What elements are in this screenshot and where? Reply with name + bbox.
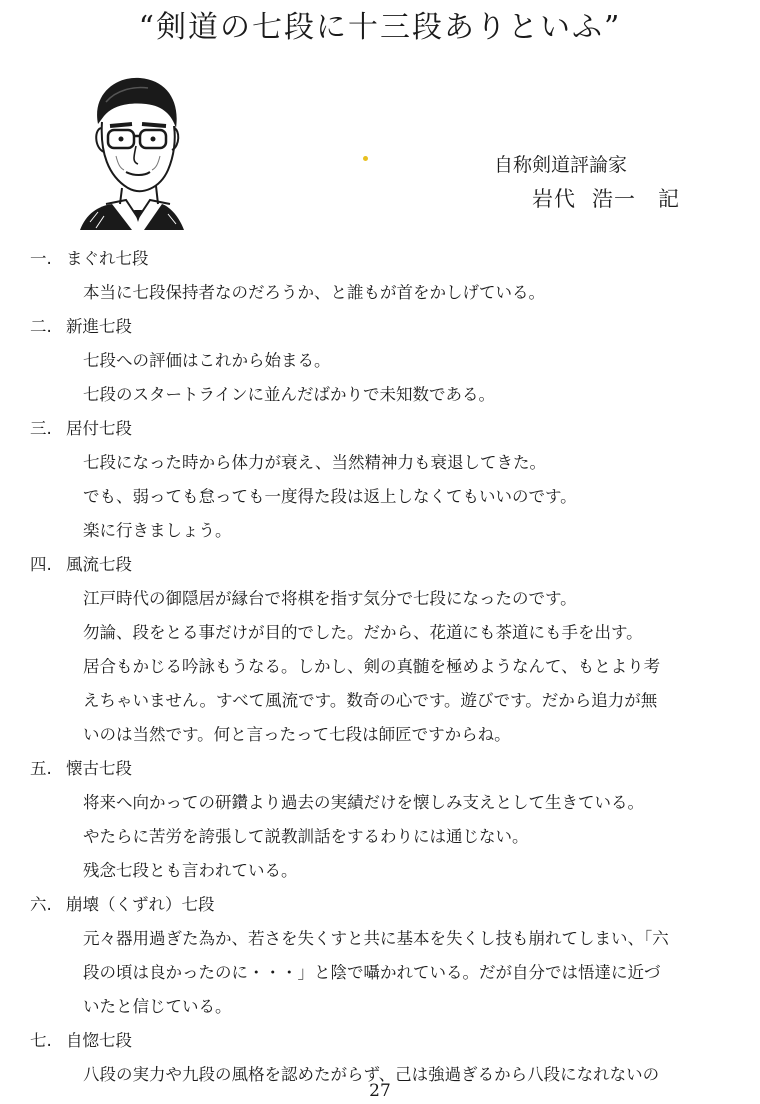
page-number: 27 (369, 1081, 391, 1101)
section-number: 五. (30, 759, 52, 778)
section-line: 居合もかじる吟詠もうなる。しかし、剣の真髄を極めようなんて、もとより考 (83, 657, 661, 676)
section-number: 三. (30, 419, 52, 438)
section-title: 風流七段 (66, 555, 132, 574)
section-line: 本当に七段保持者なのだろうか、と誰もが首をかしげている。 (83, 283, 545, 302)
section-title: 懐古七段 (66, 759, 132, 778)
section-title: 居付七段 (66, 419, 132, 438)
section-heading (30, 894, 710, 928)
section-line: 勿論、段をとる事だけが目的でした。だから、花道にも茶道にも手を出す。 (83, 623, 643, 642)
section (30, 554, 710, 758)
section (30, 418, 710, 554)
section-line: 七段のスタートラインに並んだばかりで未知数である。 (83, 385, 496, 404)
section-line: 残念七段とも言われている。 (83, 861, 298, 880)
section (30, 248, 710, 316)
author-given-name: 浩一 (592, 187, 636, 211)
yellow-dot (363, 156, 368, 161)
section-line: 七段になった時から体力が衰え、当然精神力も衰退してきた。 (83, 453, 546, 472)
section-heading (30, 316, 710, 350)
section-line: 七段への評価はこれから始まる。 (83, 351, 331, 370)
section-line: いたと信じている。 (83, 997, 232, 1016)
section-line: でも、弱っても怠っても一度得た段は返上しなくてもいいのです。 (83, 487, 577, 506)
section-title: まぐれ七段 (66, 249, 149, 268)
author-surname: 岩代 (532, 187, 576, 211)
section (30, 894, 710, 1030)
section (30, 316, 710, 418)
section-heading (30, 758, 710, 792)
section-title: 自惚七段 (66, 1031, 132, 1050)
section-line: 江戸時代の御隠居が縁台で将棋を指す気分で七段になったのです。 (83, 589, 577, 608)
author-role: 自称剣道評論家 (494, 154, 628, 176)
page-title: “剣道の七段に十三段ありといふ” (138, 10, 622, 45)
author-portrait (76, 72, 188, 230)
section-line: 段の頃は良かったのに・・・」と陰で囁かれている。だが自分では悟達に近づ (83, 963, 661, 982)
section-number: 四. (30, 555, 52, 574)
section-number: 七. (30, 1031, 52, 1050)
section (30, 758, 710, 894)
section-line: えちゃいません。すべて風流です。数奇の心です。遊びです。だから追力が無 (83, 691, 658, 710)
section-line: 八段の実力や九段の風格を認めたがらず、己は強過ぎるから八段になれないの (83, 1065, 660, 1084)
author-name (532, 183, 680, 213)
author-suffix: 記 (658, 187, 680, 211)
section-title: 新進七段 (66, 317, 132, 336)
section-heading (30, 248, 710, 282)
article-body (30, 248, 710, 1098)
section-heading (30, 1030, 710, 1064)
section-line: やたらに苦労を誇張して説教訓話をするわりには通じない。 (83, 827, 529, 846)
section-line: 元々器用過ぎた為か、若さを失くすと共に基本を失くし技も崩れてしまい、「六 (83, 929, 669, 948)
section-number: 一. (30, 249, 52, 268)
section-line: 将来へ向かっての研鑽より過去の実績だけを懐しみ支えとして生きている。 (83, 793, 644, 812)
section-heading (30, 554, 710, 588)
section-title: 崩壊（くずれ）七段 (66, 895, 215, 914)
section-number: 六. (30, 895, 52, 914)
section-line: 楽に行きましょう。 (83, 521, 232, 540)
section-line: いのは当然です。何と言ったって七段は師匠ですからね。 (83, 725, 511, 744)
section-heading (30, 418, 710, 452)
section-number: 二. (30, 317, 52, 336)
